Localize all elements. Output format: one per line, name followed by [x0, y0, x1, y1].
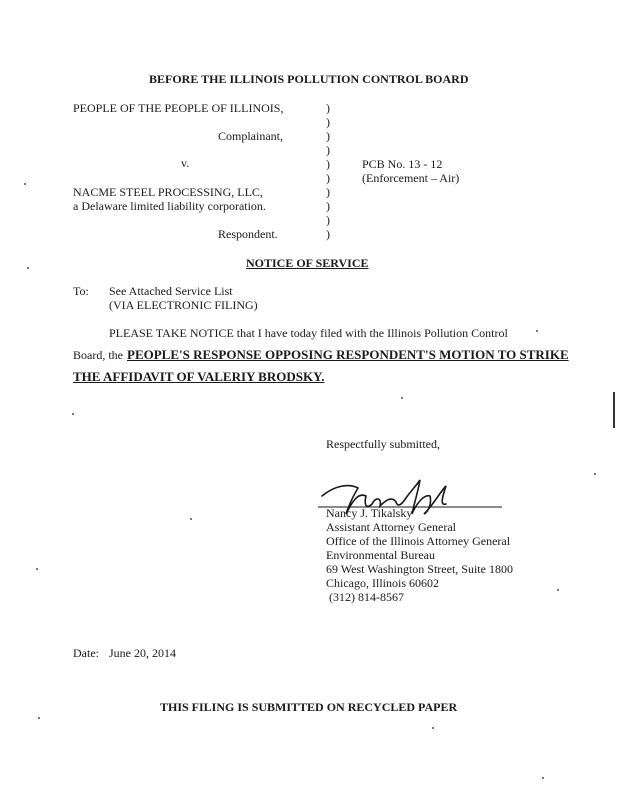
scan-speck [72, 413, 74, 415]
caption-paren: ) [326, 171, 330, 185]
recycled-paper-footer: THIS FILING IS SUBMITTED ON RECYCLED PAPER [160, 700, 458, 714]
complainant-label: Complainant, [218, 129, 283, 143]
notice-title: NOTICE OF SERVICE [246, 256, 369, 270]
caption-paren: ) [326, 143, 330, 157]
closing: Respectfully submitted, [326, 437, 440, 451]
notice-body-line: PLEASE TAKE NOTICE that I have today filed with the Illinois Pollution Control [109, 326, 508, 340]
caption-paren: ) [326, 227, 330, 241]
service-list: See Attached Service List [109, 284, 233, 298]
caption-paren: ) [326, 101, 330, 115]
respondent-description: a Delaware limited liability corporation. [73, 199, 266, 213]
caption-paren: ) [326, 213, 330, 227]
signer-phone: (312) 814-8567 [329, 590, 404, 604]
signer-office: Office of the Illinois Attorney General [326, 534, 511, 548]
scan-speck [432, 727, 434, 729]
case-type: (Enforcement – Air) [362, 171, 460, 185]
versus-label: v. [181, 156, 190, 170]
respondent-label: Respondent. [218, 227, 278, 241]
scan-speck [24, 183, 26, 185]
respondent-name: NACME STEEL PROCESSING, LLC, [73, 185, 263, 199]
date-label: Date: [73, 646, 99, 660]
signer-street: 69 West Washington Street, Suite 1800 [326, 562, 513, 576]
signer-name: Nancy J. Tikalsky [326, 506, 413, 520]
signer-title: Assistant Attorney General [326, 520, 456, 534]
signer-city: Chicago, Illinois 60602 [326, 576, 439, 590]
scan-speck [542, 777, 544, 779]
scan-speck [594, 473, 596, 475]
caption-paren: ) [326, 115, 330, 129]
scan-speck [38, 717, 40, 719]
scan-speck [36, 568, 38, 570]
filed-document-title: PEOPLE'S RESPONSE OPPOSING RESPONDENT'S MOTION TO STRIKE [127, 347, 569, 362]
filed-document-title-cont: THE AFFIDAVIT OF VALERIY BRODSKY. [73, 369, 325, 384]
plaintiff-name: PEOPLE OF THE PEOPLE OF ILLINOIS, [73, 101, 284, 115]
signer-bureau: Environmental Bureau [326, 548, 435, 562]
court-title: BEFORE THE ILLINOIS POLLUTION CONTROL BOARD [149, 72, 469, 86]
caption-paren: ) [326, 185, 330, 199]
caption-paren: ) [326, 129, 330, 143]
caption-paren: ) [326, 199, 330, 213]
scan-speck [536, 330, 538, 332]
to-label: To: [73, 284, 89, 298]
scan-speck [27, 267, 29, 269]
scan-speck [557, 589, 559, 591]
scan-speck [401, 397, 403, 399]
date-value: June 20, 2014 [109, 646, 176, 660]
scan-edge-mark [613, 392, 615, 428]
caption-paren: ) [326, 157, 330, 171]
filing-method: (VIA ELECTRONIC FILING) [109, 298, 258, 312]
notice-body-board: Board, the [73, 348, 123, 362]
scan-speck [190, 518, 192, 520]
case-number: PCB No. 13 - 12 [362, 157, 443, 171]
